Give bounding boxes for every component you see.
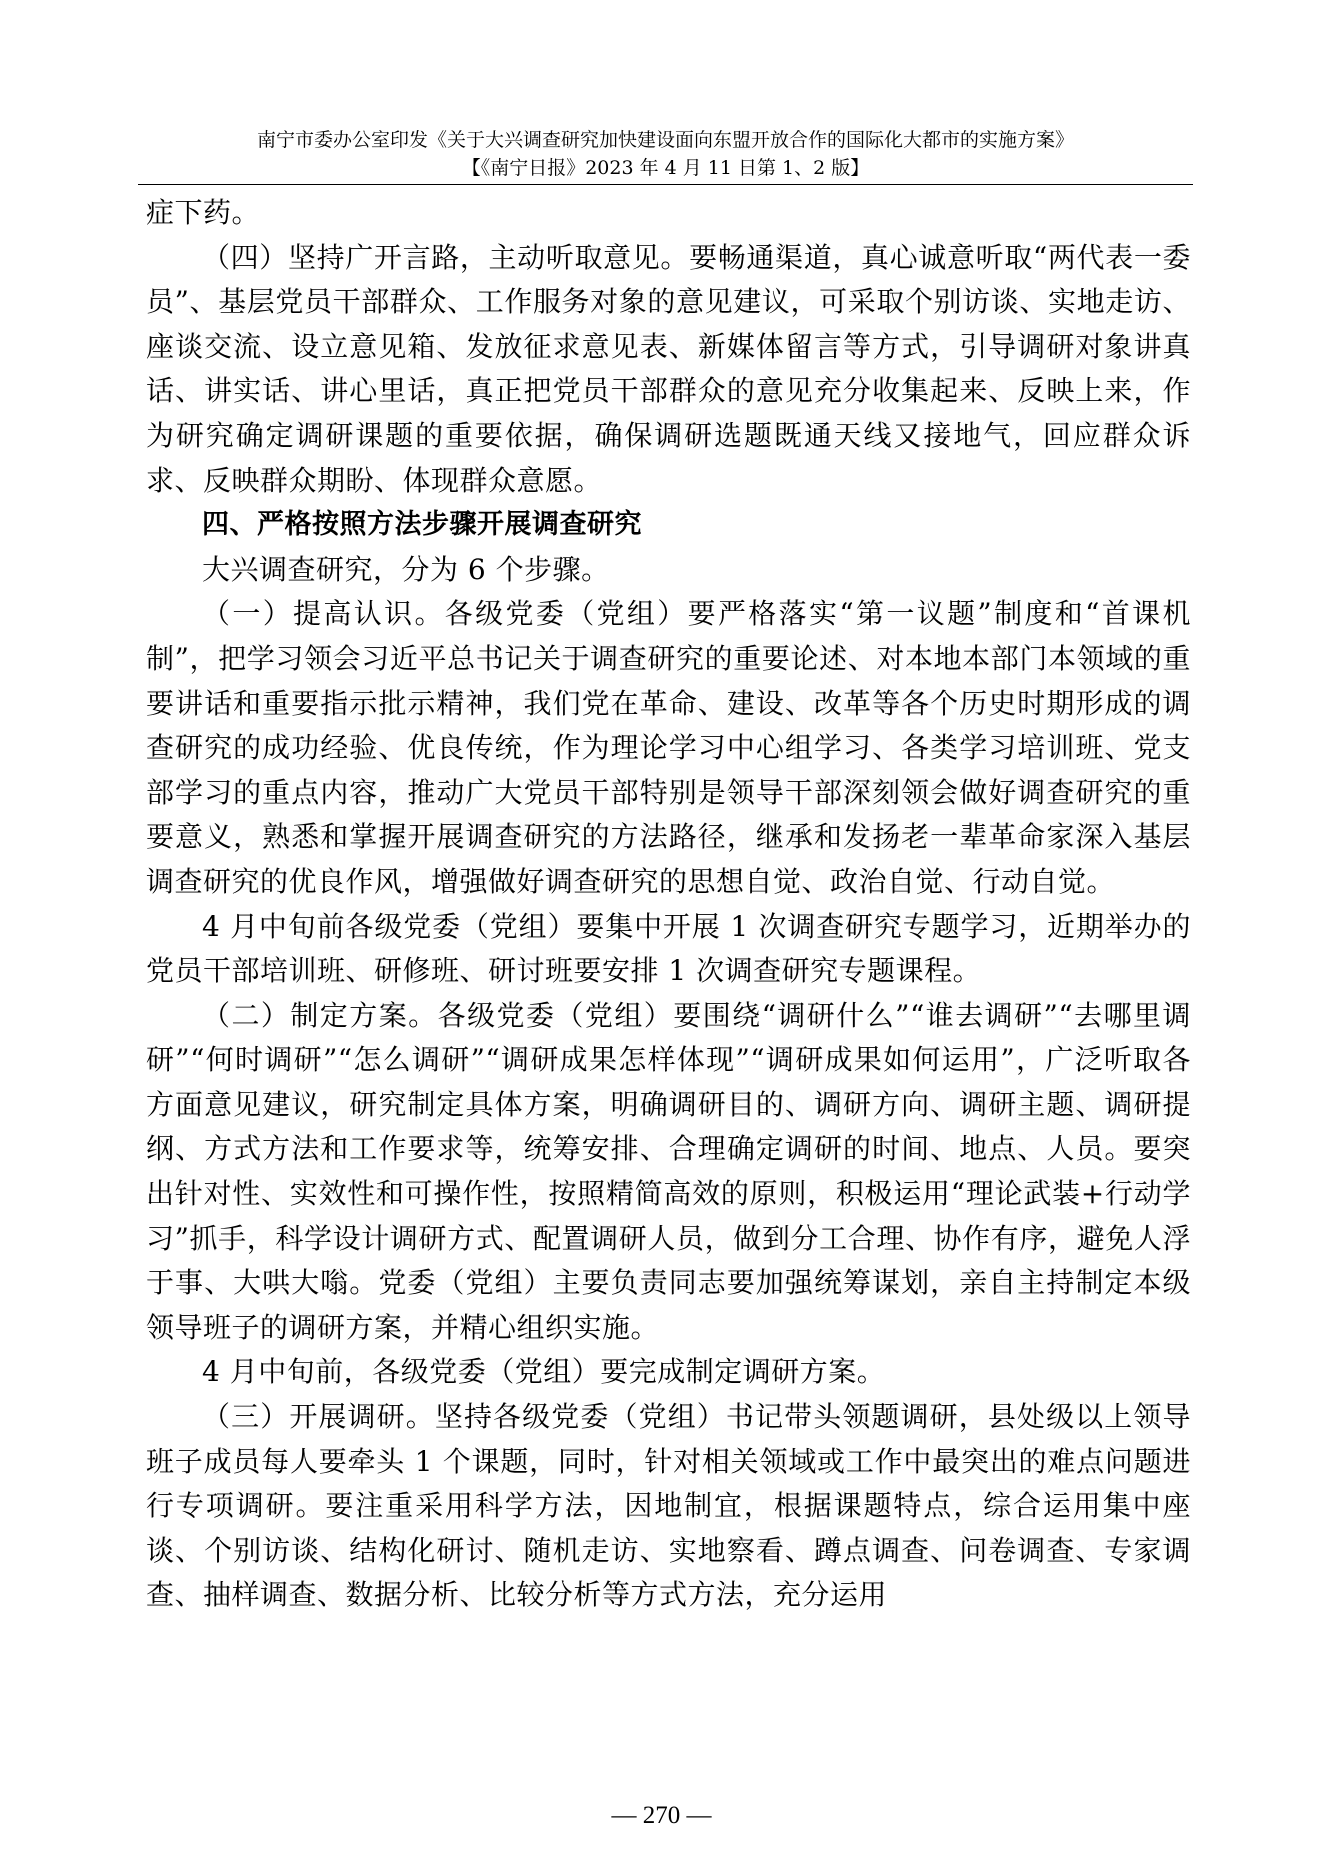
paragraph-step-1-deadline: 4 月中旬前各级党委（党组）要集中开展 1 次调查研究专题学习，近期举办的党员干部培训班、研修班、研讨班要安排 1 次调查研究专题课程。	[146, 909, 1191, 988]
section-heading-4: 四、严格按照方法步骤开展调查研究	[202, 509, 642, 541]
paragraph-continuation: 症下药。	[146, 196, 261, 229]
paragraph-step-2-deadline: 4 月中旬前，各级党委（党组）要完成制定调研方案。	[202, 1355, 886, 1389]
header-title: 南宁市委办公室印发《关于大兴调查研究加快建设面向东盟开放合作的国际化大都市的实施方案》	[256, 129, 1074, 151]
header-divider	[138, 184, 1193, 185]
paragraph-listen-opinions: （四）坚持广开言路，主动听取意见。要畅通渠道，真心诚意听取“两代表一委员”、基层党员干部群众、工作服务对象的意见建议，可采取个别访谈、实地走访、座谈交流、设立意见箱、发放征求意见表、新媒体留言等方式，引导调研对象讲真话、讲实话、讲心里话，真正把党员干部群众的意见充分收集起来、反映上来，作为研究确定调研课题的重要依据，确保调研选题既通天线又接地气，回应群众诉求、反映群众期盼、体现群众意愿。	[146, 240, 1191, 497]
running-header	[138, 126, 1193, 182]
paragraph-step-3: （三）开展调研。坚持各级党委（党组）书记带头领题调研，县处级以上领导班子成员每人要牵头 1 个课题，同时，针对相关领域或工作中最突出的难点问题进行专项调研。要注重采用科学方法，因地制宜，根据课题特点，综合运用集中座谈、个别访谈、结构化研讨、随机走访、实地察看、蹲点调查、问卷调查、专家调查、抽样调查、数据分析、比较分析等方式方法，充分运用	[146, 1400, 1191, 1612]
document-body	[146, 191, 1191, 1618]
paragraph-step-1: （一）提高认识。各级党委（党组）要严格落实“第一议题”制度和“首课机制”，把学习领会习近平总书记关于调查研究的重要论述、对本地本部门本领域的重要讲话和重要指示批示精神，我们党在革命、建设、改革等各个历史时期形成的调查研究的成功经验、优良传统，作为理论学习中心组学习、各类学习培训班、党支部学习的重点内容，推动广大党员干部特别是领导干部深刻领会做好调查研究的重要意义，熟悉和掌握开展调查研究的方法路径，继承和发扬老一辈革命家深入基层调查研究的优良作风，增强做好调查研究的思想自觉、政治自觉、行动自觉。	[146, 597, 1191, 898]
page-number: — 270 —	[611, 1802, 712, 1829]
paragraph-steps-intro: 大兴调查研究，分为 6 个步骤。	[202, 552, 610, 586]
header-source: 【《南宁日报》2023 年 4 月 11 日第 1、2 版】	[461, 157, 870, 179]
paragraph-step-2: （二）制定方案。各级党委（党组）要围绕“调研什么”“谁去调研”“去哪里调研”“何时调研”“怎么调研”“调研成果怎样体现”“调研成果如何运用”，广泛听取各方面意见建议，研究制定具体方案，明确调研目的、调研方向、调研主题、调研提纲、方式方法和工作要求等，统筹安排、合理确定调研的时间、地点、人员。要突出针对性、实效性和可操作性，按照精简高效的原则，积极运用“理论武装+行动学习”抓手，科学设计调研方式、配置调研人员，做到分工合理、协作有序，避免人浮于事、大哄大嗡。党委（党组）主要负责同志要加强统筹谋划，亲自主持制定本级领导班子的调研方案，并精心组织实施。	[146, 998, 1191, 1344]
